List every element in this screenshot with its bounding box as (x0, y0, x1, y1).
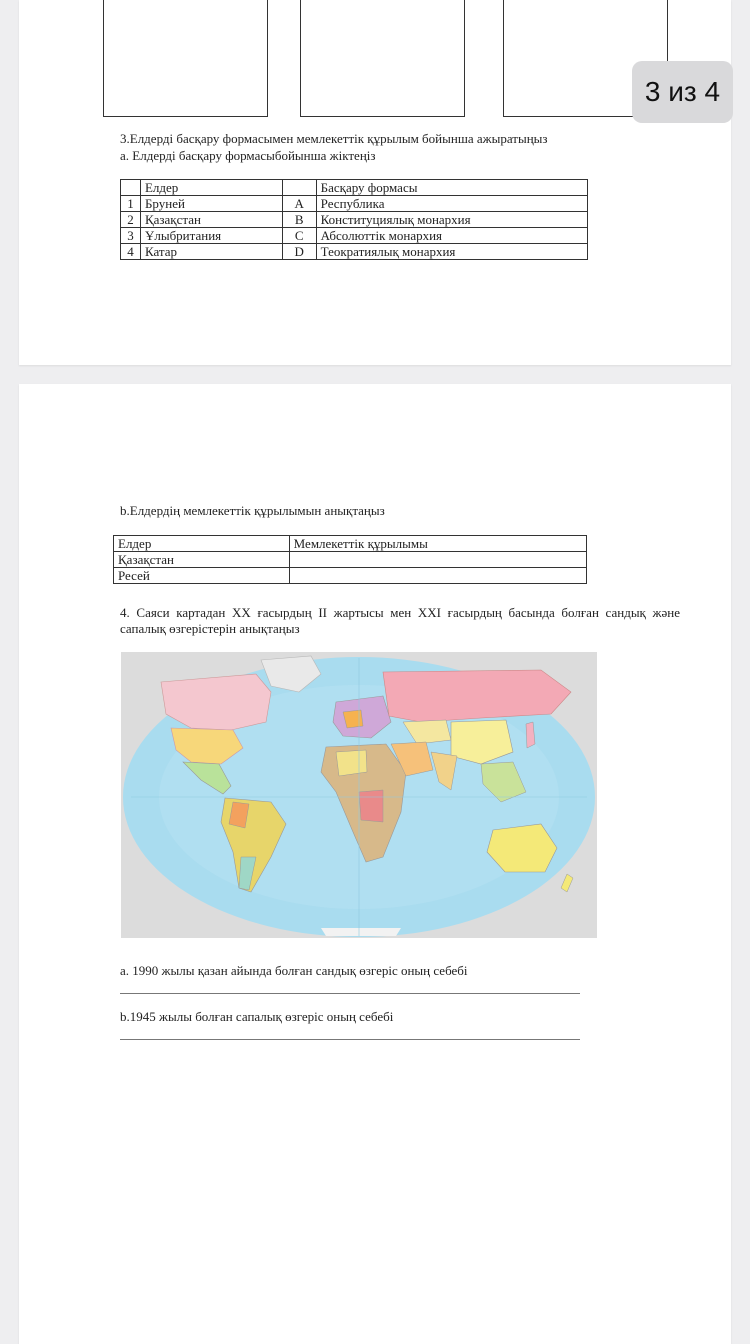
governance-form-cell: Абсолюттік монархия (316, 228, 587, 244)
row-number: 1 (121, 196, 141, 212)
country-cell: Ұлыбритания (140, 228, 282, 244)
question-b: b.1945 жылы болған сапалық өзгеріс оның себебі (120, 1009, 394, 1024)
task3-sub-b: b.Елдердің мемлекеттік құрылымын анықтаңыз (120, 503, 385, 518)
governance-form-cell: Республика (316, 196, 587, 212)
table-row (114, 568, 587, 584)
task3-sub-a: а. Елдерді басқару формасыбойынша жіктеңіз (120, 148, 376, 163)
header-countries: Елдер (114, 536, 290, 552)
world-political-map (121, 652, 597, 938)
country-cell: Қазақстан (140, 212, 282, 228)
answer-line-b (120, 1039, 580, 1040)
row-number: 3 (121, 228, 141, 244)
country-cell: Қазақстан (114, 552, 290, 568)
country-cell: Ресей (114, 568, 290, 584)
table-row (114, 552, 587, 568)
world-map-graphic (121, 652, 597, 938)
state-structure-table (113, 535, 587, 584)
table-row (121, 244, 588, 260)
document-page-3 (19, 0, 731, 365)
question-a: а. 1990 жылы қазан айында болған сандық өзгеріс оның себебі (120, 963, 468, 978)
country-cell: Катар (140, 244, 282, 260)
table-header-row (114, 536, 587, 552)
task4-heading: 4. Саяси картадан XX ғасырдың II жартысы мен XXI ғасырдың басында болған сандық және сапалық өзгерістерін анықтаңыз (120, 605, 680, 636)
task3-heading: 3.Елдерді басқару формасымен мемлекеттік құрылым бойынша ажыратыңыз (120, 131, 548, 146)
header-countries: Елдер (140, 180, 282, 196)
page-counter-badge: 3 из 4 (632, 61, 733, 123)
header-governance-form: Басқару формасы (316, 180, 587, 196)
document-page-4 (19, 384, 731, 1344)
table-row (121, 196, 588, 212)
option-letter: A (282, 196, 316, 212)
row-number: 2 (121, 212, 141, 228)
table-row (121, 212, 588, 228)
governance-form-cell: Теократиялық монархия (316, 244, 587, 260)
answer-line-a (120, 993, 580, 994)
header-state-structure: Мемлекеттік құрылымы (289, 536, 586, 552)
governance-form-cell: Конституциялық монархия (316, 212, 587, 228)
answer-cell (289, 568, 586, 584)
option-letter: C (282, 228, 316, 244)
table-header-row (121, 180, 588, 196)
governance-form-table (120, 179, 588, 260)
answer-box-2 (300, 0, 465, 117)
row-number: 4 (121, 244, 141, 260)
answer-cell (289, 552, 586, 568)
country-cell: Бруней (140, 196, 282, 212)
table-row (121, 228, 588, 244)
option-letter: B (282, 212, 316, 228)
option-letter: D (282, 244, 316, 260)
answer-box-1 (103, 0, 268, 117)
russia-shape (383, 670, 571, 722)
